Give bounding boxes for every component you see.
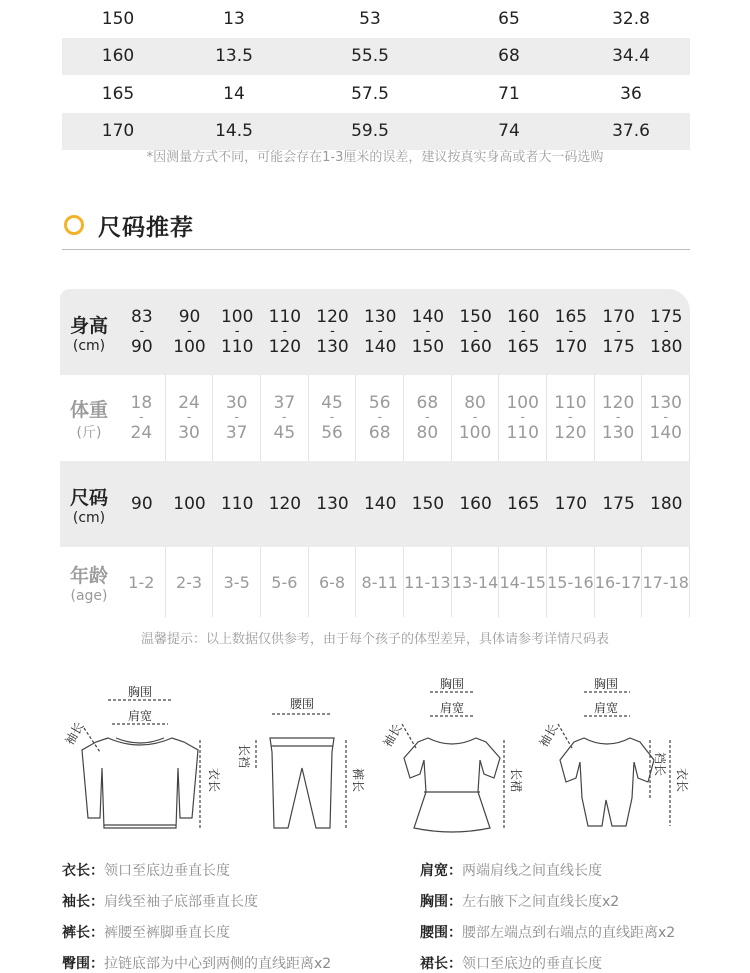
label-sleeve: 袖长 xyxy=(62,719,87,748)
label-dress-chest: 胸围 xyxy=(439,677,465,691)
table-cell: 18 - 24 xyxy=(118,375,166,461)
table-cell: 56 - 68 xyxy=(356,375,404,461)
table-cell: 165 xyxy=(506,494,540,514)
table-cell: 150 xyxy=(411,494,445,514)
label-length: 衣长 xyxy=(207,768,221,793)
label-pants-length: 裤长 xyxy=(351,768,365,793)
table-cell: 6-8 xyxy=(309,547,357,617)
row-label-unit: (age) xyxy=(70,587,108,604)
label-waist: 腰围 xyxy=(289,697,315,711)
table-cell: 175 - 180 xyxy=(650,307,683,357)
definition-item xyxy=(420,860,602,880)
size-row xyxy=(60,461,690,547)
table-cell: 45 - 56 xyxy=(309,375,357,461)
label-rise: 长裆 xyxy=(237,744,251,769)
definition-desc: 领口至底边的垂直长度 xyxy=(462,956,602,972)
table-cell: 120 xyxy=(268,494,302,514)
table-cell: 15-16 xyxy=(547,547,595,617)
table-cell: 100 - 110 xyxy=(220,307,254,357)
table-cell: 140 xyxy=(363,494,397,514)
tip-note: 温馨提示：以上数据仅供参考，由于每个孩子的体型差异，具体请参考详情尺码表 xyxy=(140,632,609,647)
table-cell: 13.5 xyxy=(215,46,253,67)
table-cell: 160 xyxy=(459,494,492,514)
definition-desc: 左右腋下之间直线长度x2 xyxy=(462,894,620,910)
table-cell: 34.4 xyxy=(612,46,650,67)
definition-item xyxy=(62,891,258,911)
table-cell: 2-3 xyxy=(166,547,214,617)
table-cell: 170 xyxy=(554,494,588,514)
definition-desc: 腰部左端点到右端点的直线距离x2 xyxy=(462,925,676,941)
table-cell: 59.5 xyxy=(351,121,389,142)
table-cell: 1-2 xyxy=(118,547,166,617)
table-cell: 90 xyxy=(131,494,153,514)
table-cell: 74 xyxy=(498,121,520,142)
table-cell: 11-13 xyxy=(404,547,452,617)
table-cell: 160 - 165 xyxy=(506,307,540,357)
row-label-title: 体重 xyxy=(69,398,108,421)
table-cell: 37.6 xyxy=(612,121,650,142)
definition-term: 袖长： xyxy=(62,894,104,910)
label-shoulder: 肩宽 xyxy=(127,709,153,723)
measurement-note: *因测量方式不同，可能会存在1-3厘米的误差，建议按真实身高或者大一码选购 xyxy=(146,150,604,165)
table-row xyxy=(62,113,690,151)
table-cell: 32.8 xyxy=(612,8,650,29)
label-romper-chest: 胸围 xyxy=(593,677,619,691)
table-row xyxy=(62,75,690,113)
table-cell: 150 - 160 xyxy=(459,307,492,357)
section-title: 尺码推荐 xyxy=(98,215,194,241)
label-romper-length: 衣长 xyxy=(675,768,689,793)
table-cell: 150 xyxy=(101,8,135,29)
measurement-illustrations xyxy=(0,668,750,838)
row-label-unit: (斤) xyxy=(76,424,102,441)
table-cell: 37 - 45 xyxy=(261,375,309,461)
definition-item xyxy=(420,922,675,942)
row-label-title: 尺码 xyxy=(69,486,108,509)
row-label-unit: (cm) xyxy=(72,337,106,354)
table-cell: 68 xyxy=(498,46,520,67)
table-cell: 170 xyxy=(101,121,135,142)
table-row xyxy=(62,0,690,38)
definition-item xyxy=(62,922,230,942)
label-romper-shoulder: 肩宽 xyxy=(593,701,619,715)
label-romper-rise: 裆长 xyxy=(653,752,667,777)
table-cell: 13 xyxy=(223,8,245,29)
table-cell: 100 - 110 xyxy=(499,375,547,461)
table-cell: 175 xyxy=(602,494,635,514)
romper-illustration xyxy=(560,738,654,826)
definition-term: 胸围： xyxy=(420,894,462,910)
table-cell: 160 xyxy=(101,46,135,67)
table-cell: 170 - 175 xyxy=(602,307,635,357)
dress-illustration xyxy=(404,738,500,832)
table-cell: 130 - 140 xyxy=(642,375,690,461)
definition-desc: 肩线至袖子底部垂直长度 xyxy=(104,894,258,910)
table-cell: 24 - 30 xyxy=(166,375,214,461)
shirt-illustration xyxy=(82,738,198,828)
pants-illustration xyxy=(270,738,334,828)
definition-term: 肩宽： xyxy=(420,863,462,879)
table-cell: 165 xyxy=(101,83,135,104)
row-label-title: 身高 xyxy=(69,314,108,337)
table-cell: 14 xyxy=(223,83,245,104)
table-cell: 17-18 xyxy=(642,547,690,617)
table-cell: 140 - 150 xyxy=(411,307,445,357)
table-cell: 83 - 90 xyxy=(131,307,153,357)
table-cell: 53 xyxy=(359,8,381,29)
table-cell: 130 xyxy=(316,494,349,514)
row-label-unit: (cm) xyxy=(72,509,106,526)
table-cell: 36 xyxy=(620,83,642,104)
definition-item xyxy=(420,953,602,973)
table-cell: 14.5 xyxy=(215,121,253,142)
table-cell: 16-17 xyxy=(595,547,643,617)
section-header xyxy=(62,205,690,250)
table-cell: 80 - 100 xyxy=(452,375,500,461)
table-cell: 130 - 140 xyxy=(363,307,397,357)
table-cell: 120 - 130 xyxy=(595,375,643,461)
label-dress-shoulder: 肩宽 xyxy=(439,701,465,715)
definition-item xyxy=(420,891,619,911)
table-cell: 110 - 120 xyxy=(268,307,302,357)
table-cell: 65 xyxy=(498,8,520,29)
definition-item xyxy=(62,953,331,973)
definition-desc: 领口至底边垂直长度 xyxy=(104,863,230,879)
table-cell: 110 xyxy=(220,494,254,514)
table-cell: 100 xyxy=(173,494,206,514)
definition-term: 臀围： xyxy=(62,956,104,972)
table-row xyxy=(62,38,690,76)
definition-term: 腰围： xyxy=(420,925,462,941)
definition-desc: 裤腰至裤脚垂直长度 xyxy=(104,925,230,941)
definition-desc: 两端肩线之间直线长度 xyxy=(462,863,602,879)
table-cell: 57.5 xyxy=(351,83,389,104)
table-cell: 71 xyxy=(498,83,520,104)
table-cell: 90 - 100 xyxy=(173,307,206,357)
measurement-table xyxy=(62,0,690,150)
table-cell: 68 - 80 xyxy=(404,375,452,461)
table-cell: 30 - 37 xyxy=(213,375,261,461)
definition-term: 裤长： xyxy=(62,925,104,941)
age-row xyxy=(60,547,690,617)
label-skirt-length: 长裙 xyxy=(509,768,523,793)
label-dress-sleeve: 袖长 xyxy=(380,721,405,750)
row-label xyxy=(60,547,118,617)
table-cell: 180 xyxy=(650,494,683,514)
height-row xyxy=(60,289,690,375)
row-label xyxy=(60,289,118,375)
table-cell: 110 - 120 xyxy=(547,375,595,461)
weight-row xyxy=(60,375,690,461)
table-cell: 165 - 170 xyxy=(554,307,588,357)
label-romper-sleeve: 袖长 xyxy=(536,721,561,750)
label-chest: 胸围 xyxy=(127,685,153,699)
table-cell: 13-14 xyxy=(452,547,500,617)
table-cell: 5-6 xyxy=(261,547,309,617)
table-cell: 3-5 xyxy=(213,547,261,617)
row-label xyxy=(60,375,118,461)
definition-term: 衣长： xyxy=(62,863,104,879)
definition-term: 裙长： xyxy=(420,956,462,972)
row-label-title: 年龄 xyxy=(69,564,108,587)
definition-desc: 拉链底部为中心到两侧的直线距离x2 xyxy=(104,956,332,972)
row-label xyxy=(60,461,118,547)
size-recommendation-table xyxy=(60,289,690,617)
table-cell: 8-11 xyxy=(356,547,404,617)
table-cell: 14-15 xyxy=(499,547,547,617)
table-cell: 55.5 xyxy=(351,46,389,67)
table-cell: 120 - 130 xyxy=(316,307,349,357)
circle-bullet-icon xyxy=(64,215,84,235)
definition-item xyxy=(62,860,230,880)
